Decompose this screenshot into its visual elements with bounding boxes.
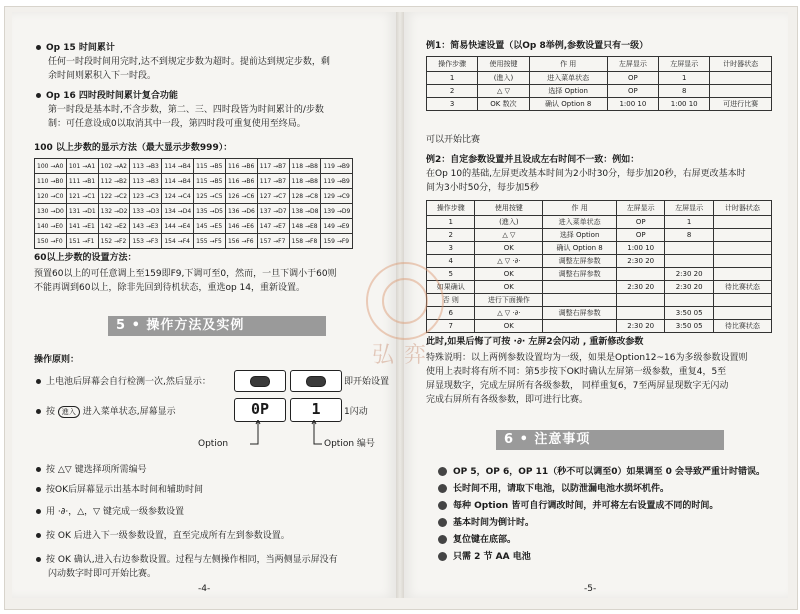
- table-cell: 8: [665, 229, 713, 242]
- grid-cell: 113 →B3: [130, 159, 162, 174]
- table-cell: 1: [665, 216, 713, 229]
- note-item: [438, 483, 778, 496]
- grid-cell: 101 →A1: [66, 159, 98, 174]
- grid-cell: 142 →E2: [98, 219, 130, 234]
- table-cell: △ ▽ ·∂·: [475, 307, 543, 320]
- grid-row: [35, 159, 353, 174]
- grid-cell: 139 →D9: [321, 204, 353, 219]
- grid-cell: 132 →D2: [98, 204, 130, 219]
- grid-cell: 155 →F5: [194, 234, 226, 249]
- table-cell: [713, 216, 771, 229]
- grid-cell: 144 →E4: [162, 219, 194, 234]
- table-cell: 2: [427, 229, 475, 242]
- table-row: [427, 255, 772, 268]
- bullet-icon: [438, 518, 447, 527]
- grid-cell: 151 →F1: [66, 234, 98, 249]
- table-cell: 3:50 05: [665, 320, 713, 333]
- table-cell: 调整左屏参数: [543, 255, 617, 268]
- set60-line1: 预置60以上的可任意调上至159即F9,下调可至0，然而，一旦下调小于60则: [34, 269, 337, 279]
- op16-title: Op 16 四时段时间累计复合功能: [36, 90, 178, 103]
- table-header: 使用按键: [478, 57, 529, 72]
- table-header: 左屏显示: [607, 57, 658, 72]
- table-cell: OK: [475, 320, 543, 333]
- table-header: 左屏显示: [665, 201, 713, 216]
- table-row: [427, 307, 772, 320]
- grid-cell: 153 →F3: [130, 234, 162, 249]
- grid-cell: 135 →D5: [194, 204, 226, 219]
- table-cell: [616, 307, 664, 320]
- grid-row: [35, 174, 353, 189]
- grid-cell: 133 →D3: [130, 204, 162, 219]
- op16-line2: 制：可任意设成0以取消其中一段，第四时段可重复使用至终局。: [48, 119, 306, 129]
- grid-cell: 137 →D7: [257, 204, 289, 219]
- table-cell: [713, 294, 771, 307]
- table-row: [427, 85, 772, 98]
- bullet-ok-basic: 按OK后屏幕显示出基本时间和辅助时间: [36, 484, 203, 497]
- option-label: Option: [198, 439, 229, 449]
- table-cell: 进行下面操作: [475, 294, 543, 307]
- table-cell: OP: [607, 72, 658, 85]
- example2-line2: 间为3小时50分，每步加5秒: [426, 183, 539, 193]
- watermark-text: 弘弈: [372, 343, 437, 368]
- indicator-icon: [306, 376, 326, 387]
- grid-row: [35, 234, 353, 249]
- grid-cell: 154 →F4: [162, 234, 194, 249]
- table-cell: 2:30 20: [616, 281, 664, 294]
- grid-cell: 143 →E3: [130, 219, 162, 234]
- note-item: [438, 534, 778, 547]
- table-cell: 1:00 10: [616, 242, 664, 255]
- table-cell: 待比赛状态: [713, 320, 771, 333]
- table-cell: [616, 294, 664, 307]
- note-line1: 此时,如果后悔了可按 ·∂· 左屏2会闪动 , 重新修改参数: [426, 337, 644, 347]
- bullet-power-on: 上电池后屏幕会自行检测一次,然后显示：: [36, 376, 211, 389]
- section-6-header: 6 • 注意事项: [496, 430, 724, 450]
- table-cell: 2:30 20: [665, 281, 713, 294]
- table-cell: OK: [475, 242, 543, 255]
- grid-cell: 110 →B0: [35, 174, 67, 189]
- grid-cell: 152 →F2: [98, 234, 130, 249]
- table-cell: (進入): [475, 216, 543, 229]
- grid-cell: 140 →E0: [35, 219, 67, 234]
- grid-cell: 149 →E9: [321, 219, 353, 234]
- table-cell: [710, 85, 772, 98]
- bullet-right-setup-line2: 闪动数字时即可开始比赛。: [48, 569, 157, 579]
- page-number: -5-: [584, 584, 597, 594]
- grid-cell: 114 →B4: [162, 159, 194, 174]
- table-cell: 1:00 10: [659, 98, 710, 111]
- table-cell: [713, 229, 771, 242]
- table-cell: 确认 Option 8: [543, 242, 617, 255]
- table-cell: 2:30 20: [616, 255, 664, 268]
- note-text: 复位键在底部。: [453, 535, 517, 545]
- table-cell: 6: [427, 307, 475, 320]
- table-cell: 1: [427, 216, 475, 229]
- grid-cell: 115 →B5: [194, 174, 226, 189]
- bullet-icon: [438, 467, 447, 476]
- example2-table: [426, 200, 772, 333]
- grid-cell: 117 →B7: [257, 174, 289, 189]
- table-cell: 如果确认: [427, 281, 475, 294]
- grid-cell: 102 →A2: [98, 159, 130, 174]
- table-row: [427, 242, 772, 255]
- set60-line2: 不能再调到60以上，除非先回到待机状态，重选op 14，重新设置。: [34, 283, 305, 293]
- grid-cell: 147 →E7: [257, 219, 289, 234]
- table-row: [427, 229, 772, 242]
- bullet-icon: [438, 535, 447, 544]
- grid-cell: 159 →F9: [321, 234, 353, 249]
- grid-cell: 114 →B4: [162, 174, 194, 189]
- grid-cell: 141 →E1: [66, 219, 98, 234]
- table-cell: 1: [427, 72, 478, 85]
- table-cell: [713, 242, 771, 255]
- table-header: 操作步骤: [427, 201, 475, 216]
- bullet-icon: [438, 484, 447, 493]
- table-cell: 可进行比赛: [710, 98, 772, 111]
- note-text: 长时间不用，请取下电池，以防泄漏电池水损坏机件。: [453, 484, 670, 494]
- note-item: [438, 466, 778, 479]
- grid-cell: 123 →C3: [130, 189, 162, 204]
- grid-cell: 130 →D0: [35, 204, 67, 219]
- table-cell: 选择 Option: [543, 229, 617, 242]
- table-cell: 进入菜单状态: [543, 216, 617, 229]
- note-line5: 完成右屏所有各级参数，即可进行比赛。: [426, 395, 589, 405]
- grid-row: [35, 204, 353, 219]
- table-row: [427, 320, 772, 333]
- example1-table: [426, 56, 772, 111]
- section-5-header: 5 • 操作方法及实例: [108, 316, 326, 336]
- principle-label: 操作原则：: [34, 355, 80, 365]
- grid-cell: 118 →B8: [289, 174, 321, 189]
- grid-cell: 158 →F8: [289, 234, 321, 249]
- grid-cell: 150 →F0: [35, 234, 67, 249]
- table-cell: [543, 294, 617, 307]
- table-row: [427, 98, 772, 111]
- table-cell: 4: [427, 255, 475, 268]
- bullet-select: 按 △▽ 键选择项所需编号: [36, 464, 147, 477]
- grid-cell: 122 →C2: [98, 189, 130, 204]
- table-cell: (進入): [478, 72, 529, 85]
- table-header: 作 用: [543, 201, 617, 216]
- table-row: [427, 281, 772, 294]
- table-header: 计时器状态: [710, 57, 772, 72]
- table-cell: OK: [475, 281, 543, 294]
- table-cell: [665, 294, 713, 307]
- table-cell: 2:30 20: [665, 268, 713, 281]
- grid-cell: 125 →C5: [194, 189, 226, 204]
- table-cell: △ ▽ ·∂·: [475, 255, 543, 268]
- table-cell: [616, 268, 664, 281]
- table-cell: 1:00 10: [607, 98, 658, 111]
- grid-cell: 148 →E8: [289, 219, 321, 234]
- bullet-next-level: 按 OK 后进入下一级参数设置，直至完成所有左到参数设置。: [36, 530, 290, 543]
- table-header: 作 用: [529, 57, 607, 72]
- notes-list: [438, 466, 778, 568]
- grid-cell: 112 →B2: [98, 174, 130, 189]
- table-cell: 调整右屏参数: [543, 268, 617, 281]
- grid-cell: 118 →B8: [289, 159, 321, 174]
- step-display-grid: [34, 158, 353, 249]
- table-cell: 2:30 20: [616, 320, 664, 333]
- table-header: 左屏显示: [659, 57, 710, 72]
- note-line3: 使用上表时将有所不同：第5步按下OK时确认左屏第一级参数，重复4，5至: [426, 367, 727, 377]
- table-cell: △ ▽: [478, 85, 529, 98]
- note-item: [438, 500, 778, 513]
- grid-cell: 136 →D6: [225, 204, 257, 219]
- table-cell: 3: [427, 98, 478, 111]
- table-header: 左屏显示: [616, 201, 664, 216]
- page-number: -4-: [198, 584, 211, 594]
- note-text: OP 5，OP 6，OP 11（秒不可以调至0）如果调至 0 会导致严重计时错误。: [453, 467, 765, 477]
- table-cell: [713, 268, 771, 281]
- table-cell: 待比赛状态: [713, 281, 771, 294]
- note-line4: 屏显现数字，完成左屏所有各级参数， 同样重复6，7至两屏显现数字无闪动: [426, 381, 729, 391]
- grid-cell: 131 →D1: [66, 204, 98, 219]
- grid-row: [35, 219, 353, 234]
- grid-cell: 116 →B6: [225, 159, 257, 174]
- note-text: 每种 Option 皆可自行调改时间，并可将左右设置成不同的时间。: [453, 501, 719, 511]
- enter-key-icon: 進入: [58, 406, 80, 418]
- table-cell: OP: [616, 229, 664, 242]
- bullet-level1: 用 ·∂·，△，▽ 键完成一级参数设置: [36, 506, 184, 519]
- grid-cell: 120 →C0: [35, 189, 67, 204]
- table-cell: [710, 72, 772, 85]
- table-cell: [713, 255, 771, 268]
- option-number-label: Option 编号: [324, 439, 375, 449]
- grid-cell: 127 →C7: [257, 189, 289, 204]
- grid-cell: 116 →B6: [225, 174, 257, 189]
- table-cell: 确认 Option 8: [529, 98, 607, 111]
- table-cell: 1: [659, 72, 710, 85]
- indicator-icon: [250, 376, 270, 387]
- table-cell: OK: [475, 268, 543, 281]
- table-row: [427, 268, 772, 281]
- example2-title: 例2：自定参数设置并且设成左右时间不一致：例如：: [426, 155, 640, 165]
- grid-cell: 146 →E6: [225, 219, 257, 234]
- example1-title: 例1：简易快速设置（以Op 8举例,参数设置只有一级）: [426, 41, 649, 51]
- grid-cell: 121 →C1: [66, 189, 98, 204]
- grid-cell: 156 →F6: [225, 234, 257, 249]
- grid-cell: 113 →B3: [130, 174, 162, 189]
- bullet-enter-menu: 按 進入 进入菜单状态,屏幕显示: [36, 406, 176, 419]
- grid-cell: 126 →C6: [225, 189, 257, 204]
- set60-title: 60以上步数的设置方法：: [34, 253, 137, 263]
- bullet-right-setup: 按 OK 确认,进入右边参数设置。过程与左侧操作相同，当两侧显示屏没有: [36, 554, 338, 567]
- bullet-icon: [438, 501, 447, 510]
- table-cell: 2: [427, 85, 478, 98]
- table-cell: 3: [427, 242, 475, 255]
- note-item: [438, 517, 778, 530]
- bullet-icon: [438, 552, 447, 561]
- grid-row: [35, 189, 353, 204]
- lcd-option-number: 1: [290, 398, 342, 422]
- table-cell: OP: [607, 85, 658, 98]
- page-5: [404, 12, 788, 598]
- grid-cell: 119 →B9: [321, 174, 353, 189]
- table-cell: △ ▽: [475, 229, 543, 242]
- note-text: 只需 2 节 AA 电池: [453, 552, 531, 562]
- table-cell: 8: [659, 85, 710, 98]
- table-cell: 否 则: [427, 294, 475, 307]
- grid-cell: 100 →A0: [35, 159, 67, 174]
- grid-cell: 111 →B1: [66, 174, 98, 189]
- table-cell: 进入菜单状态: [529, 72, 607, 85]
- table-cell: 调整右屏参数: [543, 307, 617, 320]
- table-cell: [665, 255, 713, 268]
- lcd-op: 0P: [234, 398, 286, 422]
- grid-cell: 145 →E5: [194, 219, 226, 234]
- note-text: 基本时间为倒计时。: [453, 518, 535, 528]
- page-4: [12, 12, 396, 598]
- table-header: 使用按键: [475, 201, 543, 216]
- table-cell: [543, 320, 617, 333]
- table-cell: 7: [427, 320, 475, 333]
- table-cell: 3:50 05: [665, 307, 713, 320]
- table-cell: [543, 281, 617, 294]
- op15-title: Op 15 时间累计: [36, 42, 115, 55]
- table-row: [427, 72, 772, 85]
- table-row: [427, 216, 772, 229]
- example2-line1: 在Op 10的基础,左屏更改基本时间为2小时30分，每步加20秒，右屏更改基本时: [426, 169, 746, 179]
- note-line2: 特殊说明：以上两例参数设置均为一级，如果是Option12~16为多级参数设置则: [426, 353, 748, 363]
- grid-cell: 129 →C9: [321, 189, 353, 204]
- op16-line1: 第一时段是基本时,不含步数，第二、三、四时段皆为时间累计的/步数: [48, 105, 324, 115]
- table-cell: 选择 Option: [529, 85, 607, 98]
- table-header: 操作步骤: [427, 57, 478, 72]
- start-setup-text: 即开始设置: [344, 377, 390, 387]
- grid-cell: 138 →D8: [289, 204, 321, 219]
- grid-cell: 134 →D4: [162, 204, 194, 219]
- can-start-text: 可以开始比赛: [426, 135, 481, 145]
- grid-cell: 128 →C8: [289, 189, 321, 204]
- note-item: [438, 551, 778, 564]
- watermark-logo: [366, 262, 444, 340]
- op15-line2: 余时间则累积入下一时段。: [48, 71, 157, 81]
- flash-text: 1闪动: [344, 407, 368, 417]
- grid-cell: 119 →B9: [321, 159, 353, 174]
- table-cell: OP: [616, 216, 664, 229]
- op15-line1: 任何一时段时间用完时,达不到规定步数为超时。提前达到规定步数，剩: [48, 57, 330, 67]
- table-row: [427, 294, 772, 307]
- grid-cell: 115 →B5: [194, 159, 226, 174]
- grid-cell: 117 →B7: [257, 159, 289, 174]
- table-cell: [713, 307, 771, 320]
- table-cell: [665, 242, 713, 255]
- table-cell: 5: [427, 268, 475, 281]
- table-header: 计时器状态: [713, 201, 771, 216]
- grid-cell: 157 →F7: [257, 234, 289, 249]
- display-method-title: 100 以上步数的显示方法（最大显示步数999）：: [34, 143, 233, 153]
- table-cell: OK 数次: [478, 98, 529, 111]
- grid-cell: 124 →C4: [162, 189, 194, 204]
